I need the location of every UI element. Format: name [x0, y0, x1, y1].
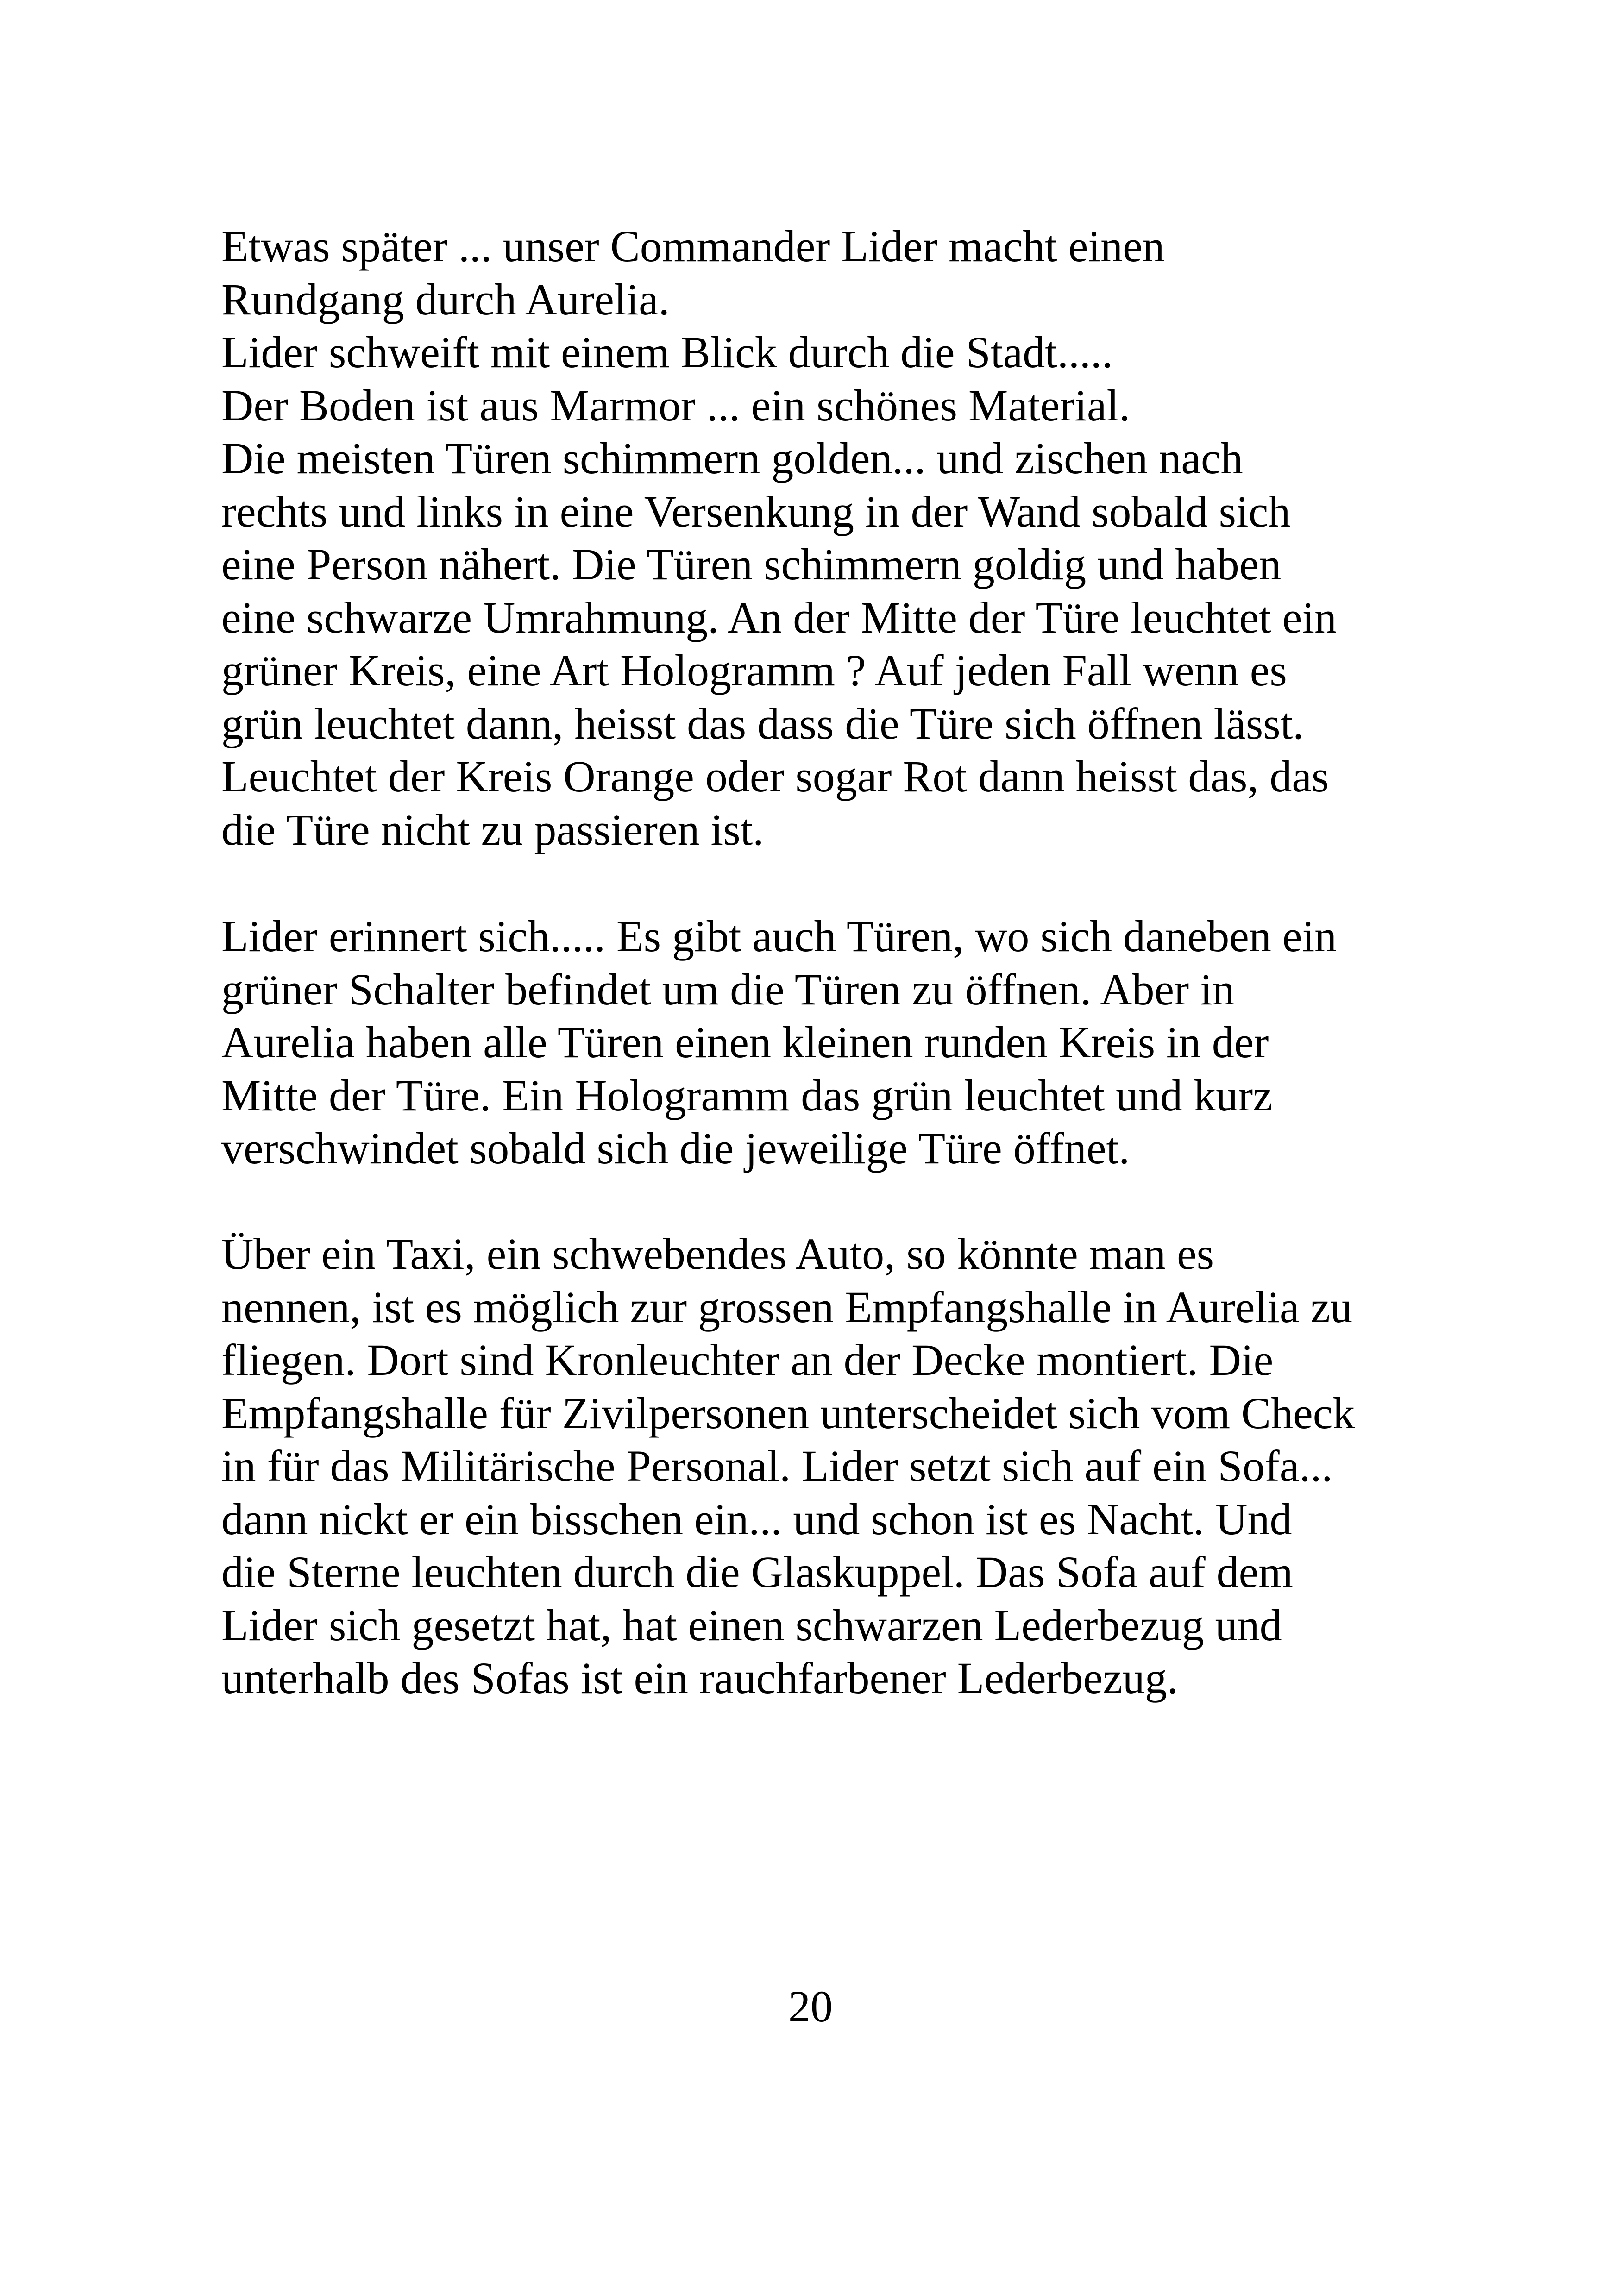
text-line: die Sterne leuchten durch die Glaskuppel. Das Sofa auf dem	[221, 1547, 1293, 1597]
paragraph-3	[221, 1228, 1449, 1705]
text-line: Rundgang durch Aurelia.	[221, 274, 670, 324]
text-line: Mitte der Türe. Ein Hologramm das grün leuchtet und kurz	[221, 1070, 1273, 1120]
text-line: die Türe nicht zu passieren ist.	[221, 804, 764, 854]
text-line: nennen, ist es möglich zur grossen Empfangshalle in Aurelia zu	[221, 1282, 1353, 1332]
text-line: Aurelia haben alle Türen einen kleinen runden Kreis in der	[221, 1017, 1269, 1067]
text-line: unterhalb des Sofas ist ein rauchfarbener Lederbezug.	[221, 1653, 1178, 1703]
page-number: 20	[788, 1982, 833, 2031]
text-line: Leuchtet der Kreis Orange oder sogar Rot dann heisst das, das	[221, 752, 1329, 801]
text-line: Lider sich gesetzt hat, hat einen schwarzen Lederbezug und	[221, 1600, 1282, 1650]
paragraph-2	[221, 910, 1449, 1175]
text-line: eine schwarze Umrahmung. An der Mitte der Türe leuchtet ein	[221, 592, 1337, 642]
text-line: dann nickt er ein bisschen ein... und schon ist es Nacht. Und	[221, 1494, 1292, 1544]
text-line: Lider schweift mit einem Blick durch die Stadt.....	[221, 327, 1113, 377]
text-line: Lider erinnert sich..... Es gibt auch Türen, wo sich daneben ein	[221, 911, 1337, 961]
text-line: Über ein Taxi, ein schwebendes Auto, so könnte man es	[221, 1229, 1214, 1279]
text-line: in für das Militärische Personal. Lider setzt sich auf ein Sofa...	[221, 1441, 1333, 1491]
text-line: Etwas später ... unser Commander Lider macht einen	[221, 221, 1165, 271]
text-line: verschwindet sobald sich die jeweilige Türe öffnet.	[221, 1123, 1130, 1173]
text-line: fliegen. Dort sind Kronleuchter an der Decke montiert. Die	[221, 1335, 1274, 1385]
text-line: rechts und links in eine Versenkung in der Wand sobald sich	[221, 486, 1291, 536]
text-line: grüner Kreis, eine Art Hologramm ? Auf jeden Fall wenn es	[221, 646, 1287, 695]
paragraph-1	[221, 220, 1449, 856]
text-line: eine Person nähert. Die Türen schimmern goldig und haben	[221, 539, 1282, 589]
text-line: grüner Schalter befindet um die Türen zu öffnen. Aber in	[221, 964, 1235, 1014]
text-line: Die meisten Türen schimmern golden... und zischen nach	[221, 433, 1243, 483]
text-line: grün leuchtet dann, heisst das dass die Türe sich öffnen lässt.	[221, 698, 1304, 748]
text-line: Empfangshalle für Zivilpersonen unterscheidet sich vom Check	[221, 1388, 1355, 1438]
text-line: Der Boden ist aus Marmor ... ein schönes Material.	[221, 380, 1131, 430]
